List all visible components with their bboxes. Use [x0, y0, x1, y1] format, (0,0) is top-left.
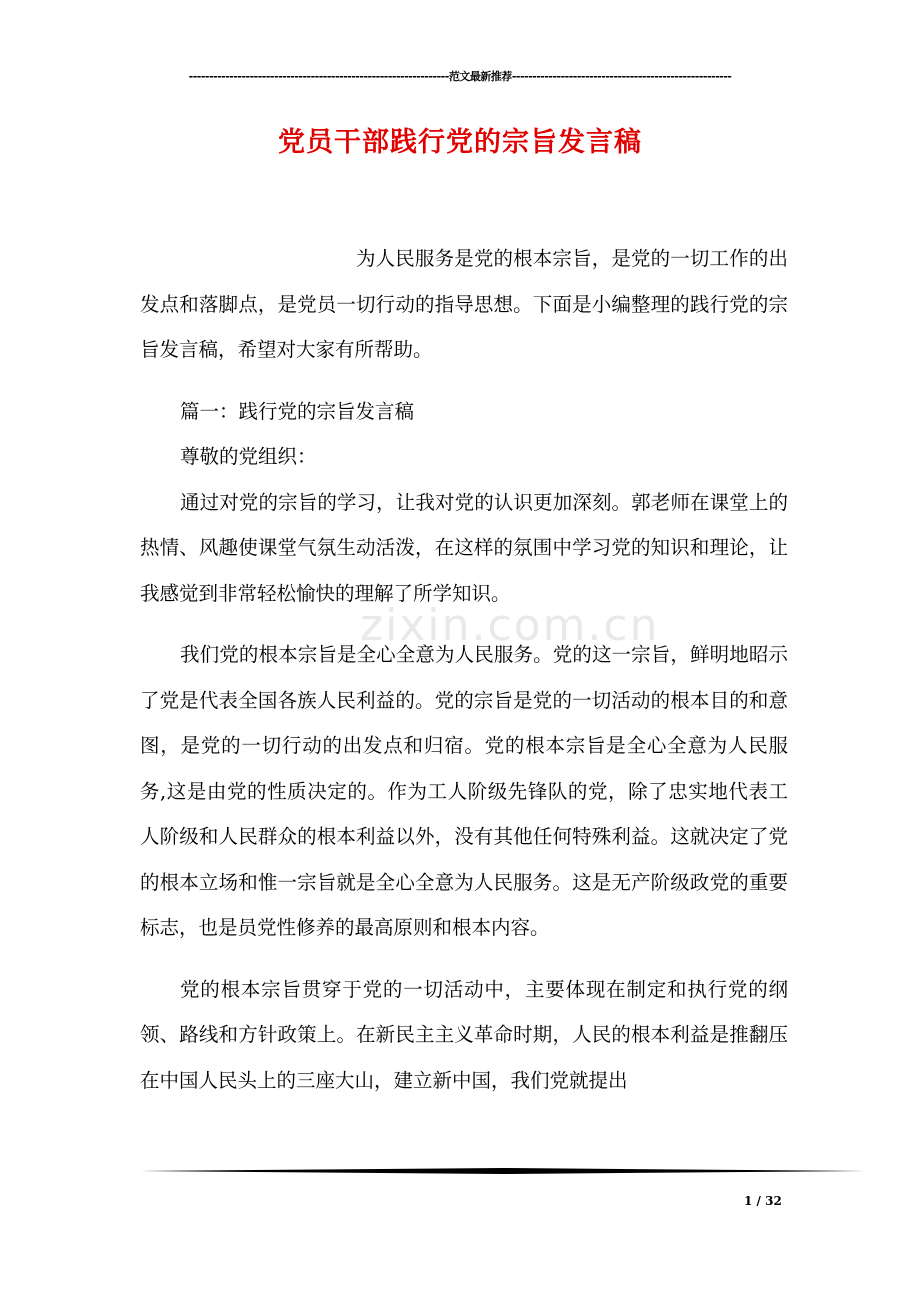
- header-label: 范文最新推荐: [448, 70, 512, 83]
- body-paragraph: 党的根本宗旨贯穿于党的一切活动中，主要体现在制定和执行党的纲领、路线和方针政策上。在新民主主义革命时期，人民的根本利益是推翻压在中国人民头上的三座大山，建立新中国，我们党就提出: [140, 977, 788, 1092]
- document-title: 党员干部践行党的宗旨发言稿: [278, 127, 642, 158]
- header-dashes-right: ------------------------------------------------------: [511, 70, 732, 83]
- salutation: 尊敬的党组织：: [180, 445, 317, 468]
- body-paragraph: 通过对党的宗旨的学习，让我对党的认识更加深刻。郭老师在课堂上的热情、风趣使课堂气氛生动活泼，在这样的氛围中学习党的知识和理论，让我感觉到非常轻松愉快的理解了所学知识。: [140, 490, 788, 605]
- section-heading: 篇一：践行党的宗旨发言稿: [180, 399, 415, 423]
- header-banner: [140, 68, 780, 84]
- footer-divider: [140, 1166, 866, 1176]
- intro-paragraph: 为人民服务是党的根本宗旨，是党的一切工作的出发点和落脚点，是党员一切行动的指导思想。下面是小编整理的践行党的宗旨发言稿，希望对大家有所帮助。: [140, 247, 788, 361]
- body-paragraph: 我们党的根本宗旨是全心全意为人民服务。党的这一宗旨，鲜明地昭示了党是代表全国各族人民利益的。党的宗旨是党的一切活动的根本目的和意图，是党的一切行动的出发点和归宿。党的根本宗旨是全心全意为人民服务,这是由党的性质决定的。作为工人阶级先锋队的党，除了忠实地代表工人阶级和人民群众的根本利益以外，没有其他任何特殊利益。这就决定了党的根本立场和惟一宗旨就是全心全意为人民服务。这是无产阶级政党的重要标志，也是员党性修养的最高原则和根本内容。: [140, 643, 788, 939]
- document-body: [140, 236, 788, 1103]
- page-number: 1 / 32: [744, 1194, 782, 1208]
- watermark: zixin.com.cn: [360, 600, 660, 651]
- header-dashes-left: ----------------------------------------------------------------: [188, 70, 449, 83]
